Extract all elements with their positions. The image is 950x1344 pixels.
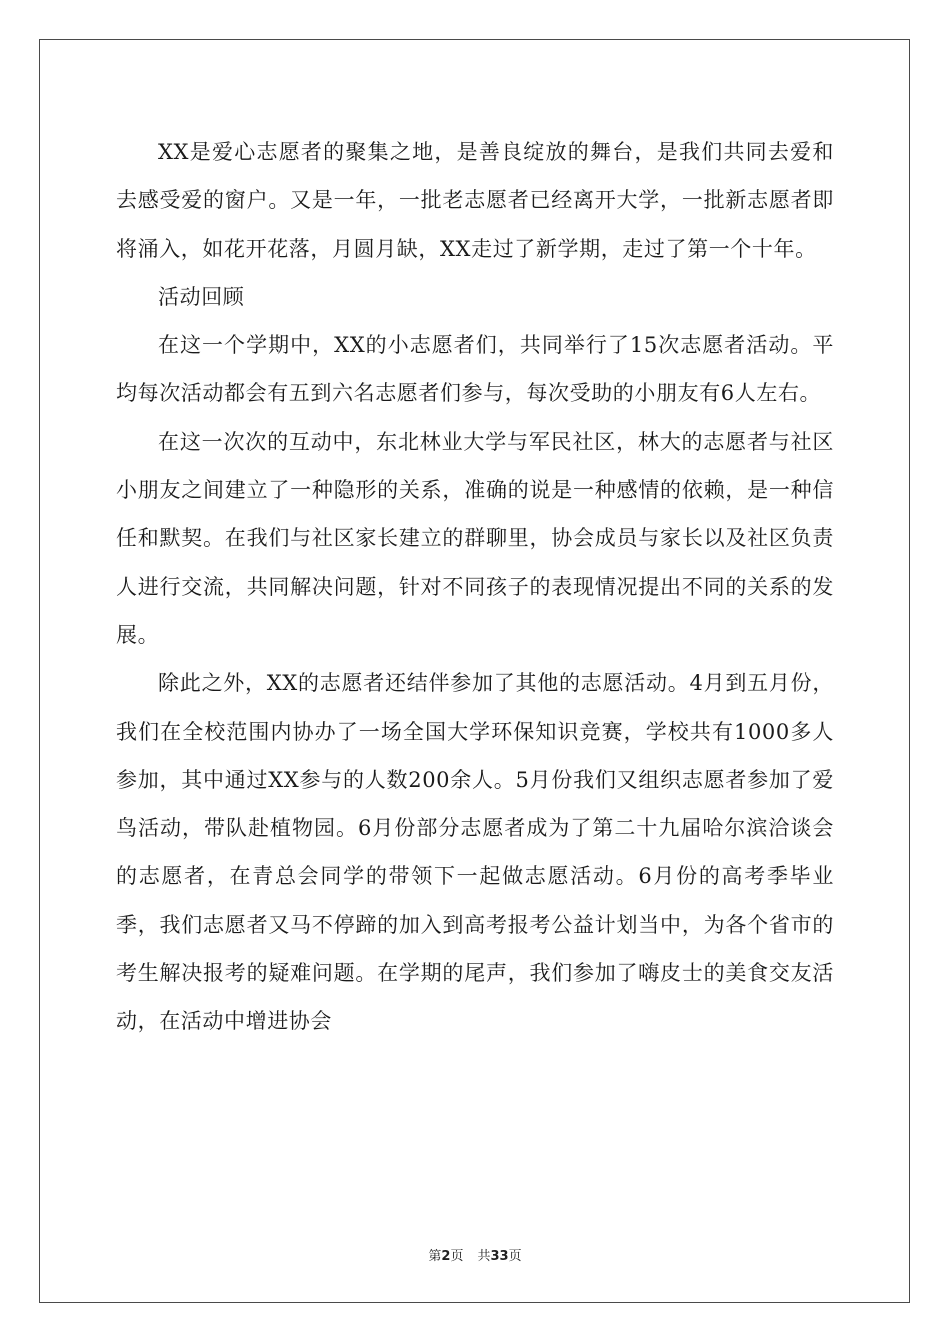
document-body bbox=[116, 128, 834, 1046]
paragraph-community: 在这一次次的互动中，东北林业大学与军民社区，林大的志愿者与社区小朋友之间建立了一种隐形的关系，准确的说是一种感情的依赖，是一种信任和默契。在我们与社区家长建立的群聊里，协会成员与家长以及社区负责人进行交流，共同解决问题，针对不同孩子的表现情况提出不同的关系的发展。 bbox=[116, 429, 834, 647]
footer-page-unit: 页 bbox=[450, 1249, 464, 1264]
paragraph-activity-count: 在这一个学期中，XX的小志愿者们，共同举行了15次志愿者活动。平均每次活动都会有五到六名志愿者们参与，每次受助的小朋友有6人左右。 bbox=[116, 333, 834, 406]
total-page-number: 33 bbox=[490, 1249, 509, 1264]
footer-prefix: 第 bbox=[428, 1249, 442, 1264]
paragraph-other-activities: 除此之外，XX的志愿者还结伴参加了其他的志愿活动。4月到五月份，我们在全校范围内协办了一场全国大学环保知识竞赛，学校共有1000多人参加，其中通过XX参与的人数200余人。5月份我们又组织志愿者参加了爱鸟活动，带队赴植物园。6月份部分志愿者成为了第二十九届哈尔滨洽谈会的志愿者，在青总会同学的带领下一起做志愿活动。6月份的高考季毕业季，我们志愿者又马不停蹄的加入到高考报考公益计划当中，为各个省市的考生解决报考的疑难问题。在学期的尾声，我们参加了嗨皮士的美食交友活动，在活动中增进协会 bbox=[116, 671, 834, 1034]
page-footer bbox=[0, 1248, 950, 1266]
footer-total-unit: 页 bbox=[508, 1249, 522, 1264]
footer-total-prefix: 共 bbox=[477, 1249, 491, 1264]
paragraph-intro: XX是爱心志愿者的聚集之地，是善良绽放的舞台，是我们共同去爱和去感受爱的窗户。又是一年，一批老志愿者已经离开大学，一批新志愿者即将涌入，如花开花落，月圆月缺，XX走过了新学期，走过了第一个十年。 bbox=[116, 140, 834, 261]
section-heading: 活动回顾 bbox=[158, 284, 245, 309]
current-page-number: 2 bbox=[441, 1249, 451, 1264]
